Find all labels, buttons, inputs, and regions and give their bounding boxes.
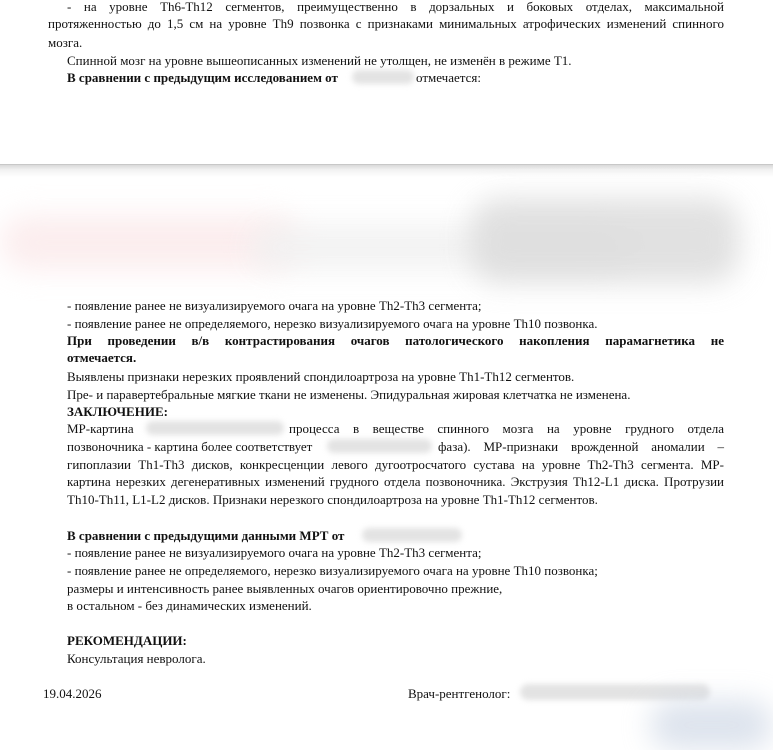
recommendations-title: РЕКОМЕНДАЦИИ:: [67, 633, 187, 648]
redacted-diagnosis: [327, 439, 432, 453]
text-line: - появление ранее не визуализируемого очага на уровне Th2-Th3 сегмента;: [67, 545, 482, 560]
text-line: - появление ранее не определяемого, нерезко визуализируемого очага на уровне Th10 позвонка.: [67, 316, 598, 331]
text-line: фаза). МР-признаки врожденной аномалии –: [438, 439, 724, 454]
text-line: При проведении в/в контрастирования очагов патологического накопления парамагнетика не: [67, 333, 724, 348]
comparison-heading: В сравнении с предыдущим исследованием от: [67, 70, 338, 85]
text-line: позвоночника - картина более соответствует: [67, 439, 313, 454]
redacted-stamp: [650, 700, 773, 750]
text-line: в остальном - без динамических изменений.: [67, 598, 312, 613]
text-line: размеры и интенсивность ранее выявленных очагов ориентировочно прежние,: [67, 581, 503, 596]
redacted-date: [352, 70, 414, 84]
text-line: Th10-Th11, L1-L2 дисков. Признаки нерезкого спондилоартроза на уровне Th1-Th12 сегментов.: [67, 492, 598, 507]
text-line: Выявлены признаки нерезких проявлений спондилоартроза на уровне Th1-Th12 сегментов.: [67, 369, 575, 384]
redacted-diagnosis: [146, 421, 284, 435]
text-line: отмечается.: [67, 350, 137, 365]
redacted-doctor-name: [520, 684, 710, 700]
text-line: - появление ранее не определяемого, нерезко визуализируемого очага на уровне Th10 позвонка;: [67, 563, 598, 578]
text-line: мозга.: [48, 35, 83, 50]
text-line: гипоплазии Th1-Th3 дисков, конкресценции левого дугоотросчатого сустава на уровне Th2-Th3 сегмента. МР-: [67, 457, 724, 472]
text-line: процесса в веществе спинного мозга на уровне грудного отдела: [289, 421, 724, 436]
text-line: отмечается:: [416, 70, 481, 85]
redacted-region: [470, 198, 740, 283]
text-line: картина нерезких дегенеративных изменений грудного отдела позвоночника. Экструзия Th12-L1 диска. Протрузии: [67, 474, 724, 489]
page-gap: [0, 165, 773, 177]
text-line: МР-картина: [67, 421, 134, 436]
comparison-heading: В сравнении с предыдущими данными МРТ от: [67, 528, 345, 543]
text-line: Спинной мозг на уровне вышеописанных изменений не утолщен, не изменён в режиме T1.: [67, 53, 572, 68]
text-line: - появление ранее не визуализируемого очага на уровне Th2-Th3 сегмента;: [67, 298, 482, 313]
conclusion-title: ЗАКЛЮЧЕНИЕ:: [67, 404, 168, 419]
redacted-date: [362, 528, 462, 542]
doctor-label: Врач-рентгенолог:: [408, 686, 511, 701]
text-line: - на уровне Th6-Th12 сегментов, преимущественно в дорзальных и боковых отделах, максимальной: [67, 0, 724, 14]
recommendation-text: Консультация невролога.: [67, 651, 206, 666]
text-line: Пре- и паравертебральные мягкие ткани не изменены. Эпидуральная жировая клетчатка не изменена.: [67, 387, 631, 402]
report-date: 19.04.2026: [43, 686, 102, 701]
text-line: протяженностью до 1,5 см на уровне Th9 позвонка с признаками минимальных атрофических изменений спинного: [48, 16, 724, 31]
